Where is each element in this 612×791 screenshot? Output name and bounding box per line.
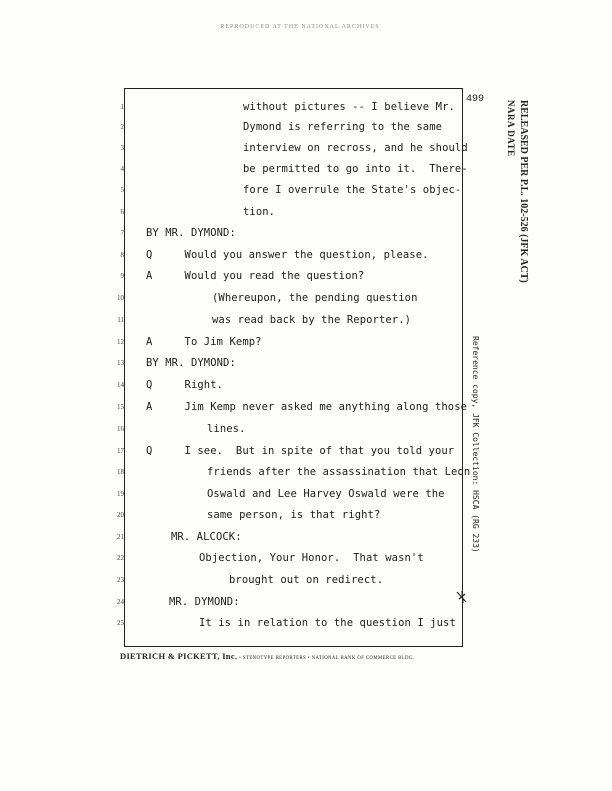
line-number: 24	[117, 598, 124, 606]
transcript-line: without pictures -- I believe Mr.	[243, 101, 455, 113]
transcript-line: Oswald and Lee Harvey Oswald were the	[207, 488, 445, 500]
transcript-line: Q Right.	[146, 379, 224, 391]
transcript-line: Objection, Your Honor. That wasn't	[199, 552, 424, 564]
line-number: 3	[120, 144, 124, 152]
page-number: 499	[466, 94, 485, 105]
release-stamp-line1: RELEASED PER P.L. 102-526 (JFK ACT)	[518, 100, 529, 283]
line-number: 11	[117, 316, 124, 324]
reference-copy-note: Reference copy, JFK Collection: HSCA (RG 233)	[471, 336, 480, 553]
transcript-line: brought out on redirect.	[229, 574, 384, 586]
transcript-line: BY MR. DYMOND:	[146, 357, 236, 369]
line-number: 19	[117, 490, 124, 498]
line-number: 10	[117, 294, 124, 302]
transcript-line: was read back by the Reporter.)	[212, 314, 412, 326]
archive-stamp: REPRODUCED AT THE NATIONAL ARCHIVES	[220, 24, 380, 30]
line-number: 9	[120, 272, 124, 280]
line-number: 22	[117, 554, 124, 562]
line-number: 16	[117, 425, 124, 433]
line-number: 12	[117, 338, 124, 346]
footer-service: STENOTYPE REPORTERS	[242, 656, 307, 661]
transcript-line: A Jim Kemp never asked me anything along those	[146, 401, 468, 413]
line-number: 23	[117, 576, 124, 584]
line-number: 17	[117, 447, 124, 455]
release-stamp	[504, 100, 530, 400]
line-number: 5	[120, 186, 124, 194]
line-number: 7	[120, 229, 124, 237]
line-number: 18	[117, 468, 124, 476]
footer-separator: •	[239, 656, 242, 661]
line-number: 21	[117, 533, 124, 541]
transcript-line: Q Would you answer the question, please.	[146, 249, 429, 261]
transcript-line: lines.	[207, 423, 246, 435]
line-number: 14	[117, 381, 124, 389]
footer-firm: DIETRICH & PICKETT, Inc.	[120, 651, 238, 661]
transcript-line: interview on recross, and he should	[243, 142, 468, 154]
transcript-line: Dymond is referring to the same	[243, 121, 443, 133]
pen-mark-icon	[456, 590, 468, 604]
transcript-line: tion.	[243, 206, 276, 218]
line-number: 1	[120, 103, 124, 111]
transcript-line: be permitted to go into it. There-	[243, 163, 468, 175]
transcript-line: BY MR. DYMOND:	[146, 227, 236, 239]
transcript-line: fore I overrule the State's objec-	[243, 184, 462, 196]
transcript-line: MR. DYMOND:	[169, 596, 240, 608]
transcript-line: Q I see. But in spite of that you told your	[146, 445, 455, 457]
line-number: 15	[117, 403, 124, 411]
transcript-line: It is in relation to the question I just	[199, 617, 456, 629]
line-number: 4	[120, 165, 124, 173]
transcript-line: same person, is that right?	[207, 509, 381, 521]
footer	[120, 651, 460, 661]
release-stamp-line2: NARA DATE	[506, 100, 516, 157]
transcript-line: (Whereupon, the pending question	[212, 292, 418, 304]
footer-address: NATIONAL BANK OF COMMERCE BLDG.	[311, 656, 415, 661]
line-number: 6	[120, 208, 124, 216]
transcript-line: A To Jim Kemp?	[146, 336, 262, 348]
transcript-line: A Would you read the question?	[146, 270, 365, 282]
line-number: 25	[117, 619, 124, 627]
line-number: 13	[117, 359, 124, 367]
transcript-line: friends after the assassination that Leon	[207, 466, 471, 478]
line-number: 8	[120, 251, 124, 259]
line-number: 2	[120, 123, 124, 131]
footer-separator: •	[307, 656, 310, 661]
line-number: 20	[117, 511, 124, 519]
transcript-line: MR. ALCOCK:	[171, 531, 242, 543]
